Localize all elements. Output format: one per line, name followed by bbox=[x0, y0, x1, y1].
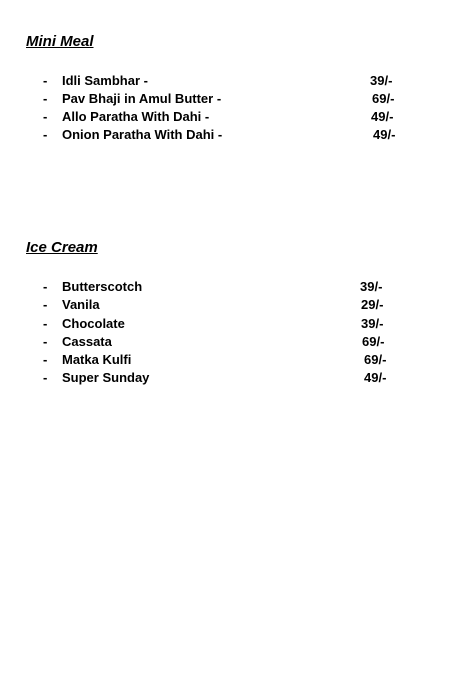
item-name: Cassata bbox=[62, 334, 112, 349]
item-price: 39/- bbox=[361, 316, 384, 331]
menu-item bbox=[0, 315, 458, 333]
bullet: - bbox=[43, 91, 48, 106]
bullet: - bbox=[43, 109, 48, 124]
item-price: 69/- bbox=[364, 352, 387, 367]
item-name: Onion Paratha With Dahi - bbox=[62, 127, 223, 142]
item-price: 69/- bbox=[372, 91, 395, 106]
item-price: 39/- bbox=[360, 279, 383, 294]
item-name: Butterscotch bbox=[62, 279, 143, 294]
bullet: - bbox=[43, 73, 48, 88]
item-name: Super Sunday bbox=[62, 370, 150, 385]
bullet: - bbox=[43, 127, 48, 142]
item-price: 69/- bbox=[362, 334, 385, 349]
menu-item bbox=[0, 108, 458, 126]
bullet: - bbox=[43, 334, 48, 349]
item-name: Idli Sambhar - bbox=[62, 73, 148, 88]
item-price: 39/- bbox=[370, 73, 393, 88]
item-name: Vanila bbox=[62, 297, 100, 312]
menu-item bbox=[0, 126, 458, 144]
bullet: - bbox=[43, 370, 48, 385]
bullet: - bbox=[43, 316, 48, 331]
menu-item bbox=[0, 72, 458, 90]
item-name: Chocolate bbox=[62, 316, 125, 331]
menu-item bbox=[0, 278, 458, 296]
item-name: Matka Kulfi bbox=[62, 352, 132, 367]
menu-item bbox=[0, 351, 458, 369]
section-title-ice-cream: Ice Cream bbox=[26, 239, 98, 256]
menu-item bbox=[0, 369, 458, 387]
item-price: 49/- bbox=[364, 370, 387, 385]
item-price: 29/- bbox=[361, 297, 384, 312]
menu-item bbox=[0, 333, 458, 351]
bullet: - bbox=[43, 297, 48, 312]
section-title-mini-meal: Mini Meal bbox=[26, 33, 94, 50]
item-name: Pav Bhaji in Amul Butter - bbox=[62, 91, 222, 106]
item-price: 49/- bbox=[371, 109, 394, 124]
item-name: Allo Paratha With Dahi - bbox=[62, 109, 210, 124]
menu-item bbox=[0, 90, 458, 108]
item-price: 49/- bbox=[373, 127, 396, 142]
menu-item bbox=[0, 296, 458, 314]
bullet: - bbox=[43, 352, 48, 367]
bullet: - bbox=[43, 279, 48, 294]
